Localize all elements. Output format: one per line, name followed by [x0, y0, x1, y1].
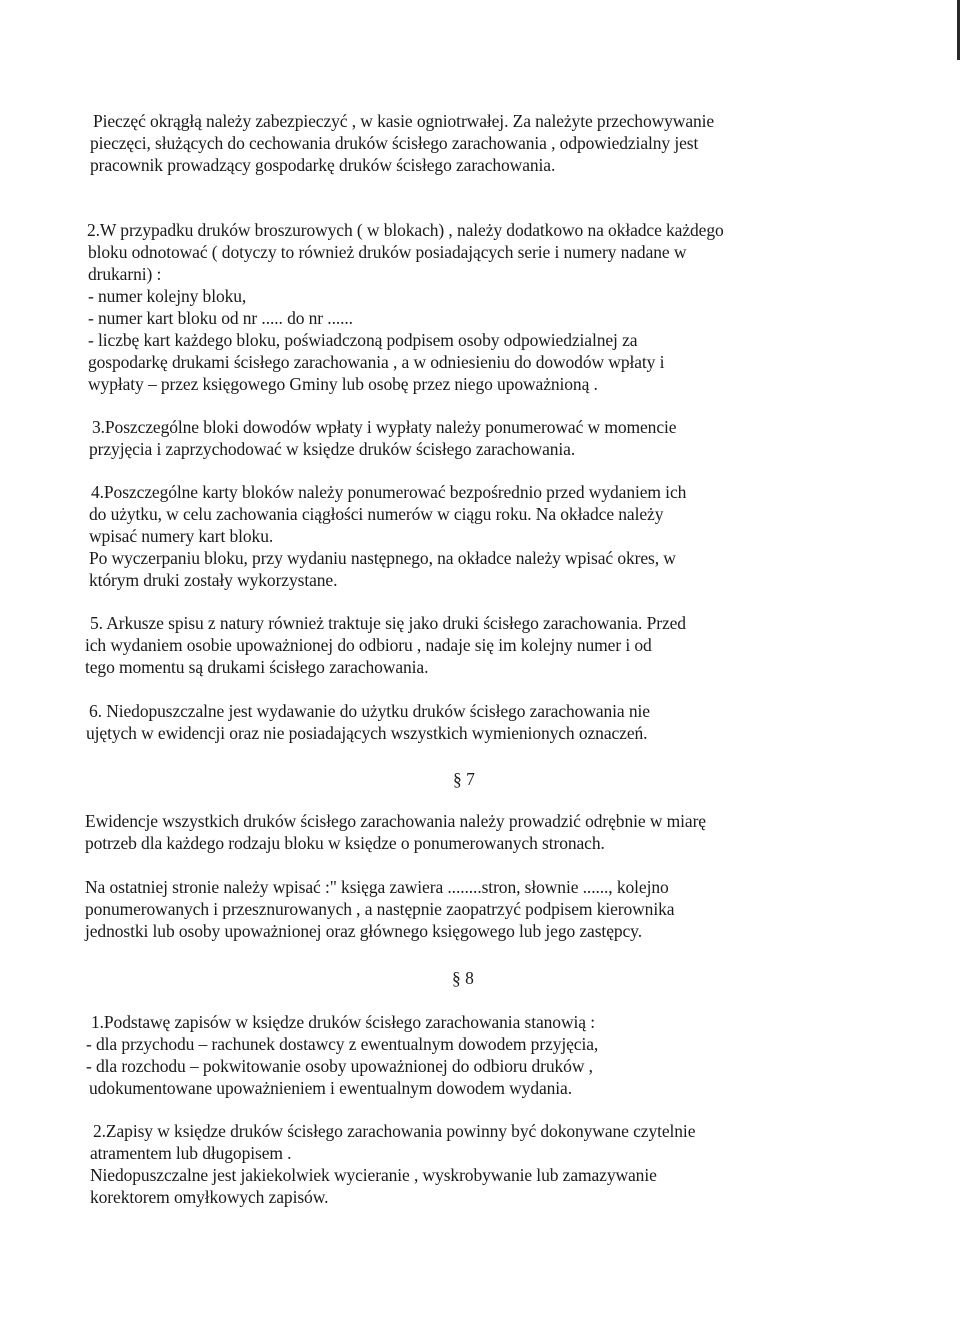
section-heading-7: § 7 — [453, 769, 475, 789]
text-line: - dla przychodu – rachunek dostawcy z ewentualnym dowodem przyjęcia, — [86, 1034, 599, 1054]
text-line: bloku odnotować ( dotyczy to również druków posiadających serie i numery nadane w — [88, 242, 687, 262]
text-line: ujętych w ewidencji oraz nie posiadających wszystkich wymienionych oznaczeń. — [86, 723, 648, 743]
text-line: ich wydaniem osobie upoważnionej do odbioru , nadaje się im kolejny numer i od — [85, 635, 652, 655]
text-line: Po wyczerpaniu bloku, przy wydaniu następnego, na okładce należy wpisać okres, w — [89, 548, 676, 568]
text-line: Niedopuszczalne jest jakiekolwiek wycieranie , wyskrobywanie lub zamazywanie — [90, 1165, 657, 1185]
text-line: 2.Zapisy w księdze druków ścisłego zarachowania powinny być dokonywane czytelnie — [93, 1121, 696, 1141]
text-line: - liczbę kart każdego bloku, poświadczoną podpisem osoby odpowiedzialnej za — [88, 330, 638, 350]
text-line: 1.Podstawę zapisów w księdze druków ścisłego zarachowania stanowią : — [91, 1012, 595, 1032]
text-line: korektorem omyłkowych zapisów. — [90, 1187, 329, 1207]
text-line: - dla rozchodu – pokwitowanie osoby upoważnionej do odbioru druków , — [86, 1056, 593, 1076]
text-line: - numer kolejny bloku, — [88, 286, 247, 306]
text-line: udokumentowane upoważnieniem i ewentualnym dowodem wydania. — [89, 1078, 572, 1098]
text-line: 6. Niedopuszczalne jest wydawanie do użytku druków ścisłego zarachowania nie — [89, 701, 650, 721]
text-line: wpisać numery kart bloku. — [89, 526, 274, 546]
text-line: ponumerowanych i przesznurowanych , a następnie zaopatrzyć podpisem kierownika — [85, 899, 675, 919]
text-line: Na ostatniej stronie należy wpisać :" księga zawiera ........stron, słownie ......, kolejno — [85, 877, 669, 897]
text-line: - numer kart bloku od nr ..... do nr ...... — [88, 308, 353, 328]
text-line: do użytku, w celu zachowania ciągłości numerów w ciągu roku. Na okładce należy — [89, 504, 664, 524]
text-line: którym druki zostały wykorzystane. — [89, 570, 338, 590]
text-line: 3.Poszczególne bloki dowodów wpłaty i wypłaty należy ponumerować w momencie — [92, 417, 677, 437]
text-line: jednostki lub osoby upoważnionej oraz głównego księgowego lub jego zastępcy. — [85, 921, 642, 941]
text-line: atramentem lub długopisem . — [90, 1143, 292, 1163]
text-line: Ewidencje wszystkich druków ścisłego zarachowania należy prowadzić odrębnie w miarę — [85, 811, 706, 831]
text-line: pieczęci, służących do cechowania druków ścisłego zarachowania , odpowiedzialny jest — [90, 133, 699, 153]
text-line: pracownik prowadzący gospodarkę druków ścisłego zarachowania. — [90, 155, 556, 175]
section-heading-8: § 8 — [452, 968, 474, 988]
text-line: 4.Poszczególne karty bloków należy ponumerować bezpośrednio przed wydaniem ich — [91, 482, 687, 502]
text-line: gospodarkę drukami ścisłego zarachowania , a w odniesieniu do dowodów wpłaty i — [88, 352, 665, 372]
text-line: 2.W przypadku druków broszurowych ( w blokach) , należy dodatkowo na okładce każdego — [87, 220, 724, 240]
text-line: potrzeb dla każdego rodzaju bloku w księdze o ponumerowanych stronach. — [85, 833, 605, 853]
text-line: drukarni) : — [88, 264, 162, 284]
text-line: 5. Arkusze spisu z natury również traktuje się jako druki ścisłego zarachowania. Przed — [90, 613, 686, 633]
text-line: przyjęcia i zaprzychodować w księdze druków ścisłego zarachowania. — [89, 439, 576, 459]
text-line: Pieczęć okrągłą należy zabezpieczyć , w kasie ogniotrwałej. Za należyte przechowywanie — [93, 111, 715, 131]
text-line: tego momentu są drukami ścisłego zarachowania. — [85, 657, 429, 677]
text-line: wypłaty – przez księgowego Gminy lub osobę przez niego upoważnioną . — [88, 374, 598, 394]
